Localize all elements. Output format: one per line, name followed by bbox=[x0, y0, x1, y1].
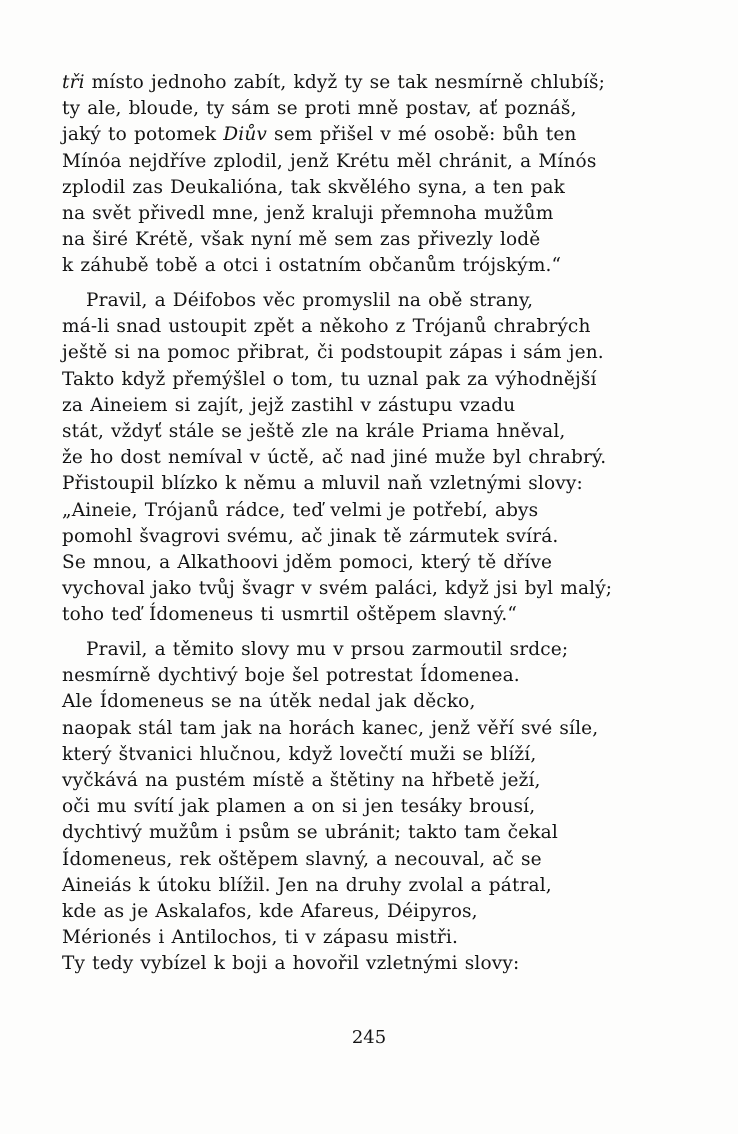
verse-line: stát, vždyť stále se ještě zle na krále Priama hněval, bbox=[62, 420, 566, 442]
verse-line: Ty tedy vybízel k boji a hovořil vzletnými slovy: bbox=[62, 953, 520, 975]
verse-line: Pravil, a Déifobos věc promyslil na obě strany, bbox=[86, 290, 534, 311]
verse-line: Přistoupil blízko k němu a mluvil naň vzletnými slovy: bbox=[62, 473, 583, 495]
verse-line: zplodil zas Deukalióna, tak skvělého syna, a ten pak bbox=[62, 176, 566, 198]
verse-line: naopak stál tam jak na horách kanec, jenž věří své síle, bbox=[62, 717, 599, 739]
verse-line: na svět přivedl mne, jenž kraluji přemnoha mužům bbox=[62, 202, 554, 224]
emphasis: tři bbox=[62, 72, 85, 93]
verse-line: za Aineiem si zajít, jejž zastihl v zástupu vzadu bbox=[62, 394, 516, 416]
verse-line: kde as je Askalafos, kde Afareus, Déipyros, bbox=[62, 900, 478, 922]
verse-line: nesmírně dychtivý boje šel potrestat Ídomenea. bbox=[62, 665, 520, 687]
page-number: 245 bbox=[351, 1027, 387, 1048]
stanza-3 bbox=[62, 637, 702, 977]
verse-line: má-li snad ustoupit zpět a někoho z Trójanů chrabrých bbox=[62, 316, 591, 338]
verse-line: že ho dost nemíval v úctě, ač nad jiné muže byl chrabrý. bbox=[62, 447, 607, 469]
verse-line: Mérionés i Antilochos, ti v zápasu mistři. bbox=[62, 927, 459, 949]
verse-line: Mínóa nejdříve zplodil, jenž Krétu měl chránit, a Mínós bbox=[62, 150, 597, 172]
verse-line: toho teď Ídomeneus ti usmrtil oštěpem slavný.“ bbox=[62, 604, 517, 626]
verse-line: pomohl švagrovi svému, ač jinak tě zármutek svírá. bbox=[62, 525, 559, 547]
stanza-2 bbox=[62, 288, 702, 628]
emphasis: Diův bbox=[223, 124, 268, 146]
verse-line: vyčkává na pustém místě a štětiny na hřbetě ježí, bbox=[62, 769, 541, 791]
verse-line: Pravil, a těmito slovy mu v prsou zarmoutil srdce; bbox=[86, 639, 569, 660]
verse-line: Takto když přemýšlel o tom, tu uznal pak za výhodnější bbox=[62, 368, 597, 390]
verse-line: oči mu svítí jak plamen a on si jen tesáky brousí, bbox=[62, 796, 536, 818]
verse-line: dychtivý mužům i psům se ubránit; takto tam čekal bbox=[62, 822, 558, 844]
verse-line: ty ale, bloude, ty sám se proti mně postav, ať poznáš, bbox=[62, 98, 577, 120]
verse-line: tři místo jednoho zabít, když ty se tak nesmírně chlubíš; bbox=[62, 72, 606, 93]
verse-line: „Aineie, Trójanů rádce, teď velmi je potřebí, abys bbox=[62, 499, 539, 521]
verse-line: ještě si na pomoc přibrat, či podstoupit zápas i sám jen. bbox=[62, 342, 604, 364]
verse-line: který štvanici hlučnou, když lovečtí muži se blíží, bbox=[62, 743, 537, 765]
verse-line: Aineiás k útoku blížil. Jen na druhy zvolal a pátral, bbox=[62, 874, 552, 896]
verse-line: k záhubě tobě a otci i ostatním občanům trójským.“ bbox=[62, 255, 562, 277]
verse-line: jaký to potomek Diův sem přišel v mé osobě: bůh ten bbox=[62, 124, 577, 146]
verse-line: na širé Krétě, však nyní mě sem zas přivezly lodě bbox=[62, 229, 541, 251]
verse-line: Ídomeneus, rek oštěpem slavný, a necouval, ač se bbox=[62, 848, 542, 870]
stanza-1 bbox=[62, 70, 702, 280]
verse-line: Ale Ídomeneus se na útěk nedal jak děcko, bbox=[62, 691, 476, 713]
verse-line: vychoval jako tvůj švagr v svém paláci, když jsi byl malý; bbox=[62, 578, 613, 600]
verse-line: Se mnou, a Alkathoovi jděm pomoci, který tě dříve bbox=[62, 551, 553, 573]
